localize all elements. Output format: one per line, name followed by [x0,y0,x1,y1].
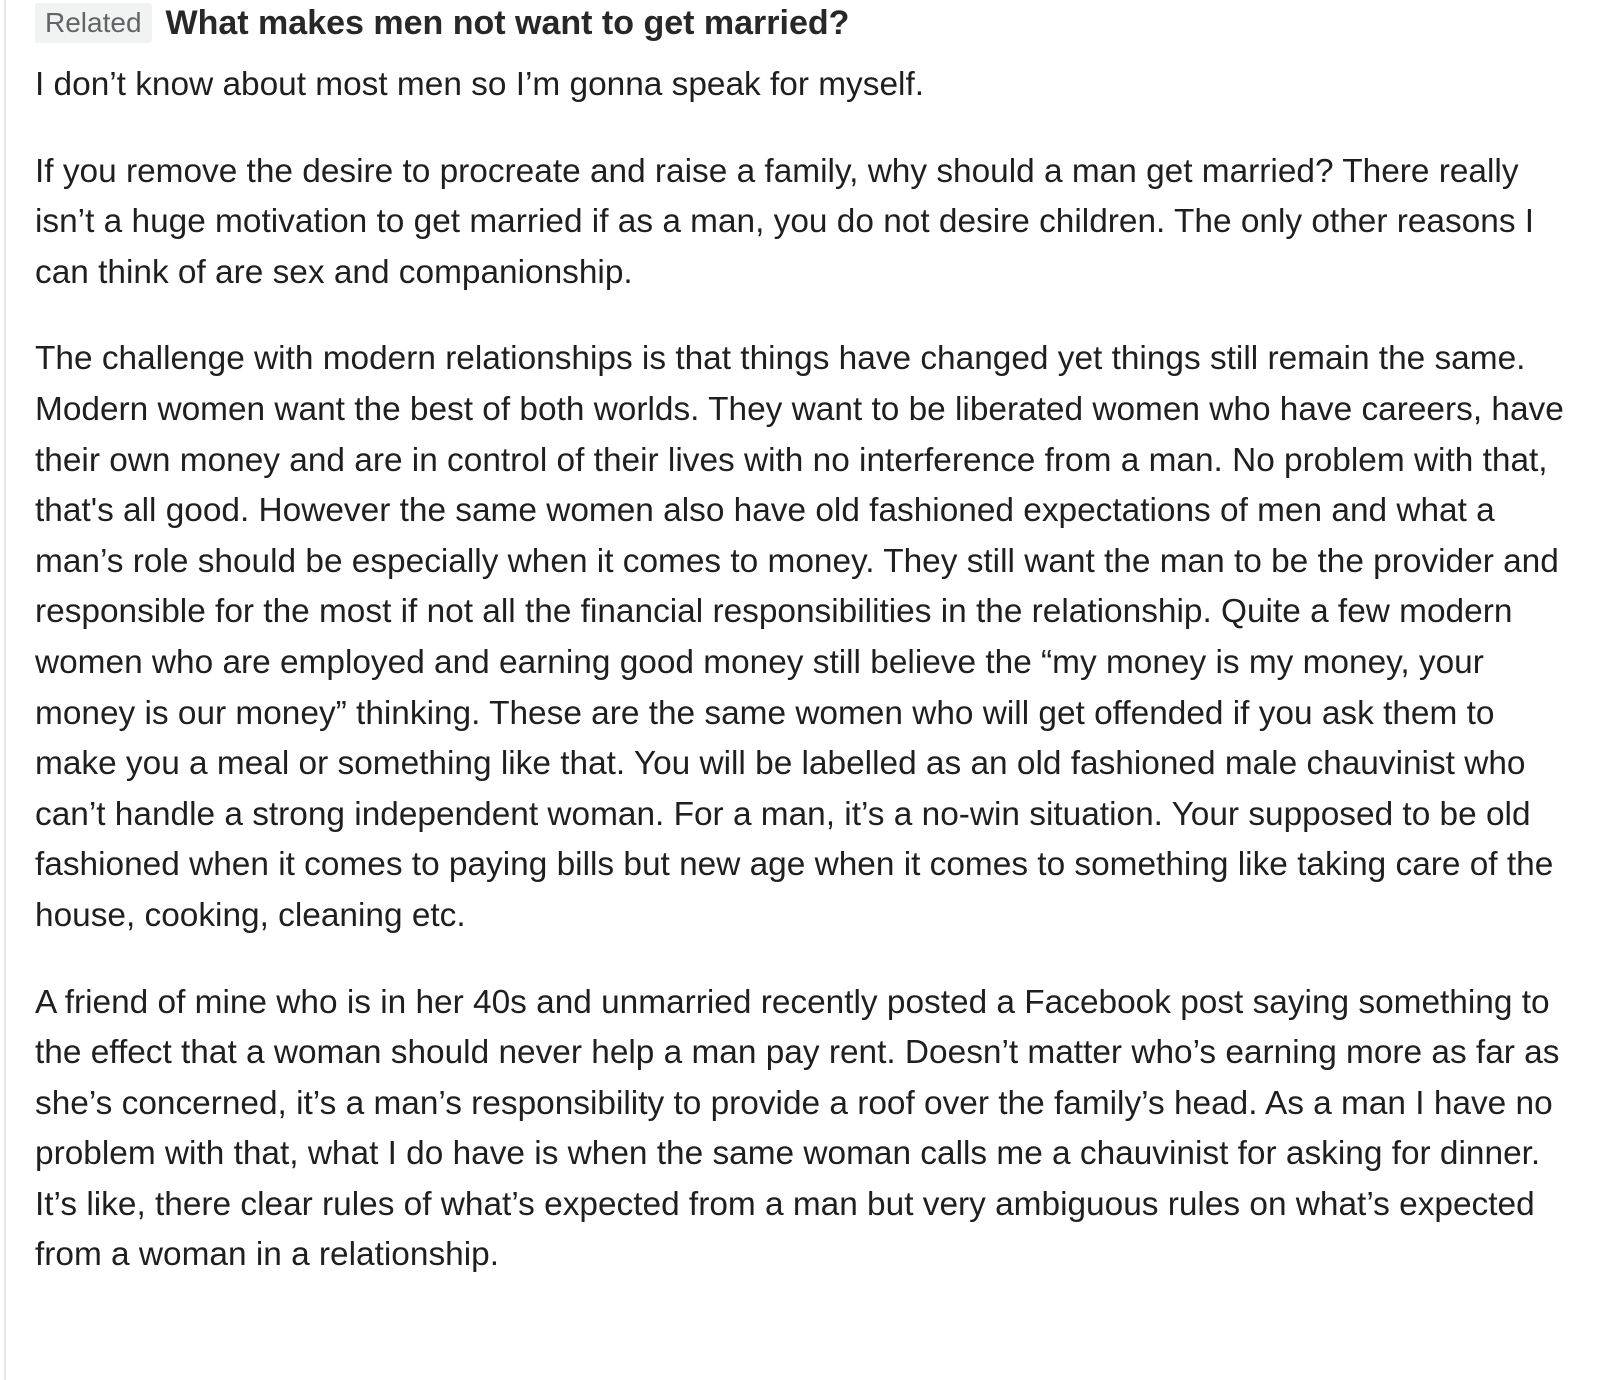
answer-paragraph: If you remove the desire to procreate and raise a family, why should a man get married? There really isn’t a huge motivation to get married if as a man, you do not desire children. The only other reasons I can think of are sex and companionship. [35,152,1535,291]
answer-paragraph: A friend of mine who is in her 40s and unmarried recently posted a Facebook post saying something to the effect that a woman should never help a man pay rent. Doesn’t matter who’s earning more as far as she’s concerned, it’s a man’s responsibility to provide a roof over the family’s head. As a man I have no problem with that, what I do have is when the same woman calls me a chauvinist for asking for dinner. It’s like, there clear rules of what’s expected from a man but very ambiguous rules on what’s expected from a woman in a relationship. [35,983,1560,1274]
related-question-link[interactable]: What makes men not want to get married? [165,4,850,42]
answer-paragraph: The challenge with modern relationships is that things have changed yet things still remain the same. Modern women want the best of both worlds. They want to be liberated women who have careers, have their own money and are in control of their lives with no interference from a man. No problem with that, that's all good. However the same women also have old fashioned expectations of men and what a man’s role should be especially when it comes to money. They still want the man to be the provider and responsible for the most if not all the financial responsibilities in the relationship. Quite a few modern women who are employed and earning good money still believe the “my money is my money, your money is our money” thinking. These are the same women who will get offended if you ask them to make you a meal or something like that. You will be labelled as an old fashioned male chauvinist who can’t handle a strong independent woman. For a man, it’s a no-win situation. Your supposed to be old fashioned when it comes to paying bills but new age when it comes to something like taking care of the house, cooking, cleaning etc. [35,340,1564,934]
related-question-header [35,0,1580,46]
answer-card [35,0,1580,1281]
answer-body [35,60,1580,1281]
answer-paragraph: I don’t know about most men so I’m gonna speak for myself. [35,66,924,103]
thread-divider [4,0,6,1380]
related-badge: Related [35,3,152,43]
